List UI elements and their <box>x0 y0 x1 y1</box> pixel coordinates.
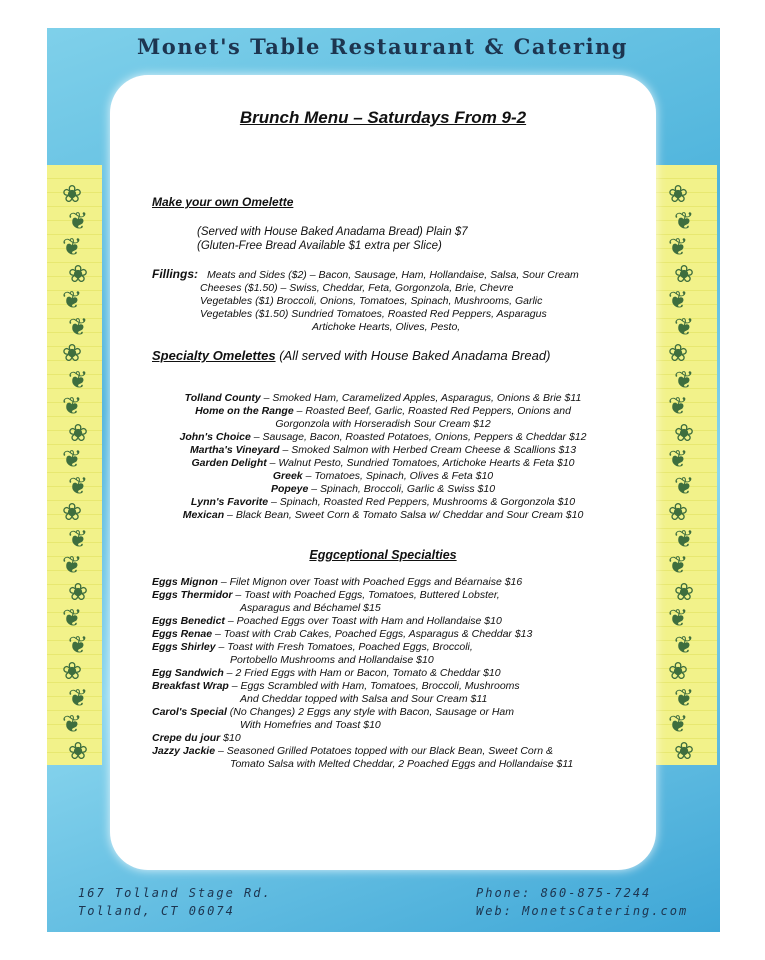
menu-item <box>152 680 520 693</box>
leaf-icon: ❀ <box>668 339 689 367</box>
leaf-icon: ❦ <box>668 445 689 473</box>
leaf-icon: ❦ <box>674 471 695 500</box>
item-name: Eggs Shirley <box>152 641 216 653</box>
leaf-icon: ❦ <box>674 312 695 341</box>
leaf-icon: ❀ <box>674 736 695 765</box>
phone: Phone: 860-875-7244 <box>476 886 652 900</box>
item-desc: – 2 Fried Eggs with Ham or Bacon, Tomato & Cheddar $10 <box>223 667 501 679</box>
leaf-icon: ❦ <box>62 392 83 420</box>
item-desc: – Black Bean, Sweet Corn & Tomato Salsa w/ Cheddar and Sour Cream $10 <box>224 509 584 521</box>
menu-item <box>110 509 656 522</box>
address-line-1: 167 Tolland Stage Rd. <box>78 886 272 900</box>
item-name: Crepe du jour <box>152 732 221 744</box>
leaf-icon: ❀ <box>62 498 83 526</box>
leaf-icon: ❀ <box>674 418 695 447</box>
item-name: Egg Sandwich <box>152 667 224 679</box>
item-desc: – Toast with Poached Eggs, Tomatoes, Buttered Lobster, <box>232 589 500 601</box>
leaf-icon: ❦ <box>674 365 695 394</box>
specialty-heading <box>152 348 550 364</box>
item-name: Lynn's Favorite <box>190 496 269 508</box>
item-name: Mexican <box>182 509 225 521</box>
leaf-icon: ❀ <box>674 259 695 288</box>
menu-item <box>110 457 656 470</box>
menu-item <box>110 483 656 496</box>
item-name: Eggs Benedict <box>152 615 225 627</box>
item-desc: $10 <box>220 732 241 744</box>
item-desc: – Toast with Fresh Tomatoes, Poached Eggs, Broccoli, <box>215 641 473 653</box>
item-desc: – Eggs Scrambled with Ham, Tomatoes, Broccoli, Mushrooms <box>228 680 520 692</box>
specialty-title: Specialty Omelettes <box>152 348 276 363</box>
leaf-icon: ❦ <box>668 551 689 579</box>
menu-item <box>110 392 656 405</box>
omelette-line: (Served with House Baked Anadama Bread) Plain $7 <box>197 226 468 238</box>
menu-item <box>152 641 473 654</box>
item-name: Carol's Special <box>152 706 227 718</box>
leaf-icon: ❦ <box>68 683 89 712</box>
item-desc: – Smoked Ham, Caramelized Apples, Asparagus, Onions & Brie $11 <box>260 392 582 404</box>
address <box>78 884 272 920</box>
leaf-icon: ❦ <box>668 286 689 314</box>
leaf-icon: ❀ <box>68 577 89 606</box>
address-line-2: Tolland, CT 06074 <box>78 904 235 918</box>
leaf-icon: ❦ <box>674 630 695 659</box>
item-desc-cont: Portobello Mushrooms and Hollandaise $10 <box>230 654 434 666</box>
leaf-icon: ❀ <box>668 180 689 208</box>
leaf-icon: ❦ <box>668 233 689 261</box>
menu-item <box>110 496 656 509</box>
item-name: Tolland County <box>184 392 261 404</box>
item-desc-cont: Gorgonzola with Horseradish Sour Cream $12 <box>275 418 491 430</box>
item-desc-cont: And Cheddar topped with Salsa and Sour Cream $11 <box>240 693 488 705</box>
item-desc: – Spinach, Broccoli, Garlic & Swiss $10 <box>308 483 496 495</box>
menu-item <box>110 405 656 418</box>
item-name: Breakfast Wrap <box>152 680 229 692</box>
menu-item <box>152 628 532 641</box>
leaf-icon: ❀ <box>674 577 695 606</box>
fillings-line: Artichoke Hearts, Olives, Pesto, <box>312 321 461 333</box>
fillings-line: Cheeses ($1.50) – Swiss, Cheddar, Feta, Gorgonzola, Brie, Chevre <box>200 282 514 294</box>
menu-item <box>152 615 502 628</box>
leaf-icon: ❦ <box>62 286 83 314</box>
leaf-icon: ❦ <box>68 206 89 235</box>
leaf-icon: ❦ <box>668 392 689 420</box>
leaf-icon: ❦ <box>62 710 83 738</box>
leaf-icon: ❦ <box>68 312 89 341</box>
item-desc: – Seasoned Grilled Potatoes topped with our Black Bean, Sweet Corn & <box>215 745 554 757</box>
leaf-icon: ❦ <box>62 445 83 473</box>
item-desc: – Spinach, Roasted Red Peppers, Mushrooms & Gorgonzola $10 <box>268 496 576 508</box>
item-name: Popeye <box>270 483 309 495</box>
item-name: John's Choice <box>179 431 251 443</box>
leaf-icon: ❦ <box>674 206 695 235</box>
specialty-note: (All served with House Baked Anadama Bread) <box>279 348 551 363</box>
eggceptional-heading: Eggceptional Specialties <box>309 548 457 562</box>
menu-item <box>152 667 501 680</box>
item-desc: – Poached Eggs over Toast with Ham and Hollandaise $10 <box>224 615 502 627</box>
restaurant-title: Monet's Table Restaurant & Catering <box>136 34 628 59</box>
item-desc: – Tomatoes, Spinach, Olives & Feta $10 <box>302 470 494 482</box>
item-desc: – Smoked Salmon with Herbed Cream Cheese & Scallions $13 <box>279 444 577 456</box>
item-desc-cont: Asparagus and Béchamel $15 <box>240 602 381 614</box>
menu-item <box>152 576 522 589</box>
leaf-icon: ❦ <box>62 233 83 261</box>
leaf-icon: ❀ <box>68 259 89 288</box>
item-desc: – Toast with Crab Cakes, Poached Eggs, Asparagus & Cheddar $13 <box>212 628 533 640</box>
item-desc: – Walnut Pesto, Sundried Tomatoes, Artichoke Hearts & Feta $10 <box>266 457 575 469</box>
leaf-icon: ❦ <box>68 630 89 659</box>
contact <box>476 884 688 920</box>
leaf-icon: ❀ <box>68 418 89 447</box>
website[interactable]: Web: MonetsCatering.com <box>476 904 689 918</box>
item-name: Home on the Range <box>195 405 294 417</box>
leaf-icon: ❀ <box>668 498 689 526</box>
fillings-line: Meats and Sides ($2) – Bacon, Sausage, Ham, Hollandaise, Salsa, Sour Cream <box>207 269 579 281</box>
item-name: Eggs Renae <box>152 628 213 640</box>
leaf-icon: ❦ <box>68 365 89 394</box>
item-name: Garden Delight <box>191 457 267 469</box>
leaf-icon: ❦ <box>674 683 695 712</box>
leaf-icon: ❀ <box>668 657 689 685</box>
item-name: Greek <box>272 470 303 482</box>
leaf-icon: ❀ <box>62 657 83 685</box>
menu-item <box>110 431 656 444</box>
menu-item <box>152 745 553 758</box>
item-desc: (No Changes) 2 Eggs any style with Bacon, Sausage or Ham <box>226 706 515 718</box>
item-name: Jazzy Jackie <box>152 745 216 757</box>
leaf-icon: ❦ <box>668 710 689 738</box>
menu-item <box>152 706 514 719</box>
menu-item <box>110 444 656 457</box>
omelette-line: (Gluten-Free Bread Available $1 extra per Slice) <box>197 240 442 252</box>
item-desc-cont: With Homefries and Toast $10 <box>240 719 381 731</box>
fillings-line: Vegetables ($1.50) Sundried Tomatoes, Roasted Red Peppers, Asparagus <box>200 308 547 320</box>
menu-item <box>110 470 656 483</box>
leaf-icon: ❦ <box>674 524 695 553</box>
leaf-icon: ❦ <box>62 604 83 632</box>
menu-title: Brunch Menu – Saturdays From 9-2 <box>239 108 527 127</box>
menu-item <box>152 589 500 602</box>
item-name: Martha's Vineyard <box>189 444 280 456</box>
leaf-icon: ❀ <box>62 180 83 208</box>
item-desc: – Sausage, Bacon, Roasted Potatoes, Onions, Peppers & Cheddar $12 <box>250 431 587 443</box>
leaf-icon: ❦ <box>668 604 689 632</box>
item-name: Eggs Thermidor <box>152 589 233 601</box>
menu-item <box>152 732 241 745</box>
leaf-icon: ❀ <box>62 339 83 367</box>
leaf-icon: ❦ <box>68 524 89 553</box>
leaf-icon: ❦ <box>68 471 89 500</box>
leaf-icon: ❀ <box>68 736 89 765</box>
fillings-line: Vegetables ($1) Broccoli, Onions, Tomatoes, Spinach, Mushrooms, Garlic <box>200 295 543 307</box>
leaf-icon: ❦ <box>62 551 83 579</box>
item-desc: – Roasted Beef, Garlic, Roasted Red Peppers, Onions and <box>293 405 571 417</box>
omelette-heading: Make your own Omelette <box>152 195 294 209</box>
fillings-label: Fillings: <box>152 267 198 281</box>
watermark: menupix <box>540 848 601 865</box>
item-desc: – Filet Mignon over Toast with Poached Eggs and Béarnaise $16 <box>217 576 523 588</box>
item-name: Eggs Mignon <box>152 576 218 588</box>
item-desc-cont: Tomato Salsa with Melted Cheddar, 2 Poached Eggs and Hollandaise $11 <box>230 758 574 770</box>
